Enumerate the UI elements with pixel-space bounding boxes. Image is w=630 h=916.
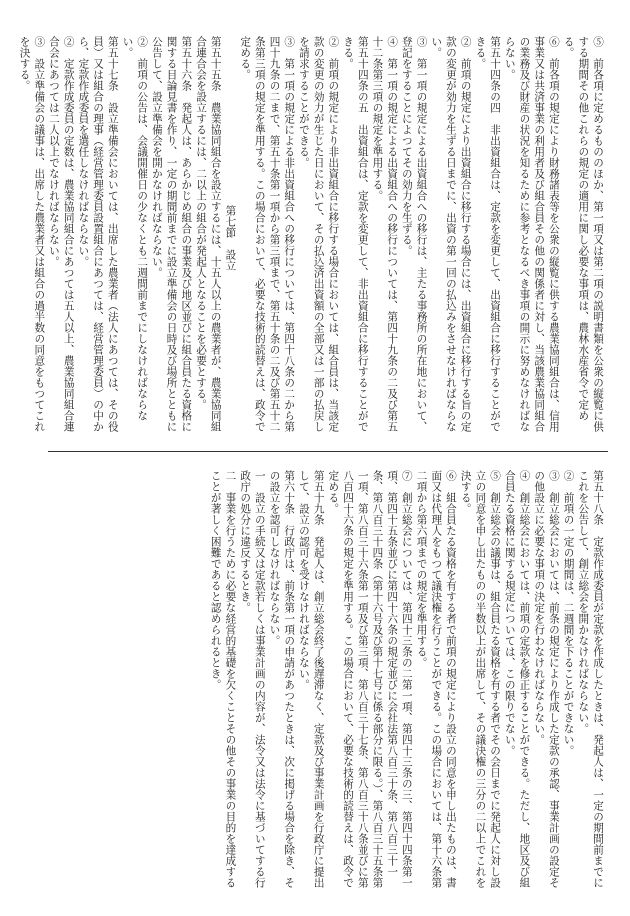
article-paragraph: 第五十七条 設立準備会においては、出席した農業者（法人にあつては、その役員）又は組合の理事（経営管理委員設置組合にあつては、経営管理委員）の中から、定款作成委員を選任しなければならない。 — [77, 36, 119, 432]
article-paragraph: ⑦ 創立総会については、第四十三条の二第一項、第四十三条の三、第四十四条第一項、第四十五条並びに第四十六条の規定並びに会社法第八百三十条、第八百三十一条、第八百三十四条（第十六号及び第十七号に係る部分に限る。）、第八百三十五条第一項、第八百三十六条第一項及び第三項、第八百三十七条、第八百三十八条並びに第八百四十六条の規定を準用する。この場合において、必要な技術的読替えは、政令で定める。 — [327, 470, 413, 889]
article-paragraph: ② 前項の規定により非出資組合に移行する場合においては、組合員は、当該定款の変更の効力が生じた日において、その払込済出資額の全部又は一部の払戻しを請求することができる。 — [297, 36, 340, 432]
article-paragraph: 第五十八条 定款作成委員が定款を作成したときは、発起人は、一定の期間前までにこれを公告して、創立総会を開かなければならない。 — [577, 470, 604, 888]
article-paragraph: 第六十条 行政庁は、前条第一項の申請があつたときは、次に掲げる場合を除き、その設立を認可しなければならない。 — [268, 470, 296, 888]
article-paragraph: ② 前項の公告は、会議開催日の少なくとも二週間前までにしなければならない。 — [121, 36, 149, 421]
upper-text-block — [18, 36, 605, 440]
article-paragraph: ⑤ 前各項に定めるもののほか、第一項又は第二項の説明書類を公衆の縦覧に供する期間その他これらの規定の適用に関し必要な事項は、農林水産省令で定める。 — [562, 36, 604, 432]
article-paragraph: 第五十六条 発起人は、あらかじめ組合の事業及び地区並びに組合員たる資格に関する目論見書を作り、一定の期間前までに設立準備会の日時及び場所とともに公告して、設立準備会を開かなければならない。 — [150, 36, 193, 432]
article-paragraph: ④ 第一項の規定による出資組合への移行については、第四十九条の二及び第五十二条第三項の規定を準用する。 — [371, 36, 399, 432]
article-paragraph: 一 設立の手続又は定款若しくは事業計画の内容が、法令又は法令に基づいてする行政庁の処分に違反するとき。 — [239, 470, 266, 888]
article-paragraph: ③ 設立準備会の議事は、出席した農業者又は組合の過半数の同意をもつてこれを決する。 — [18, 36, 46, 432]
article-paragraph: ⑤ 創立総会の議事は、組合員たる資格を有する者でその会日までに発起人に対し設立の同意を申し出たものの半数以上が出席して、その議決権の三分の二以上でこれを決する。 — [459, 470, 502, 888]
article-paragraph: ⑥ 組合員たる資格を有する者で前項の規定により設立の同意を申し出たものは、書面又は代理人をもつて議決権を行うことができる。この場合においては、第十六条第二項から第六項までの規定を準用する。 — [415, 470, 457, 888]
article-paragraph: ④ 創立総会においては、前項の定款を修正することができる。ただし、地区及び組合員たる資格に関する規定については、この限りでない。 — [503, 470, 531, 888]
upper-vertical-columns — [17, 36, 605, 440]
lower-text-block — [50, 470, 605, 890]
article-paragraph: 第五十四条の四 非出資組合は、定款を変更して、出資組合に移行することができる。 — [474, 36, 502, 432]
article-paragraph: ② 前項の規定により出資組合に移行する場合には、出資組合に移行する旨の定款の変更が効力を生ずる日までに、出資の第一回の払込みをさせなければならない。 — [430, 36, 472, 432]
section-heading: 第七節 設立 — [224, 205, 237, 271]
article-paragraph: ③ 創立総会においては、前条の規定により作成した定款の承認、事業計画の設定その他設立に必要な事項の決定を行わなければならない。 — [533, 470, 560, 888]
article-paragraph: 第五十四条の五 出資組合は、定款を変更して、非出資組合に移行することができる。 — [342, 36, 369, 432]
article-paragraph: ⑥ 前各項の規定により財務諸表等を公衆の縦覧に供する農業協同組合は、信用事業又は共済事業の利用者及び組合員その他の関係者に対し、当該農業協同組合の業務及び財産の状況を知るために参考となるべき事項の開示に努めなければならない。 — [503, 36, 560, 432]
lower-vertical-columns — [208, 470, 605, 890]
article-paragraph: 第五十五条 農業協同組合を設立するには、十五人以上の農業者が、農業協同組合連合会を設立するには、二以上の組合が発起人となることを必要とする。 — [195, 36, 222, 432]
article-paragraph: ② 定款作成委員の定数は、農業協同組合にあつては五人以上、農業協同組合連合会にあつては二人以上でなければならない。 — [47, 36, 75, 432]
article-paragraph: 第五十九条 発起人は、創立総会終了後遅滞なく、定款及び事業計画を行政庁に提出して、設立の認可を受けなければならない。 — [297, 470, 325, 888]
article-paragraph: ③ 第一項の規定による出資組合への移行は、主たる事務所の所在地において、登記をすることによつてその効力を生ずる。 — [400, 36, 428, 432]
article-paragraph: 二 事業を行うために必要な経営的基礎を欠くことその他その事業の目的を達成することが著しく困難であると認められるとき。 — [209, 470, 237, 888]
article-paragraph: ③ 第一項の規定による非出資組合への移行については、第四十八条の二から第四十九条の二まで、第五十条第一項から第三項まで、第五十条の二及び第五十二条第三項の規定を準用する。この場合において、必要な技術的読替えは、政令で定める。 — [239, 36, 296, 432]
article-paragraph: ② 前項の一定の期間は、二週間を下ることができない。 — [562, 470, 575, 756]
section-divider — [48, 451, 608, 452]
